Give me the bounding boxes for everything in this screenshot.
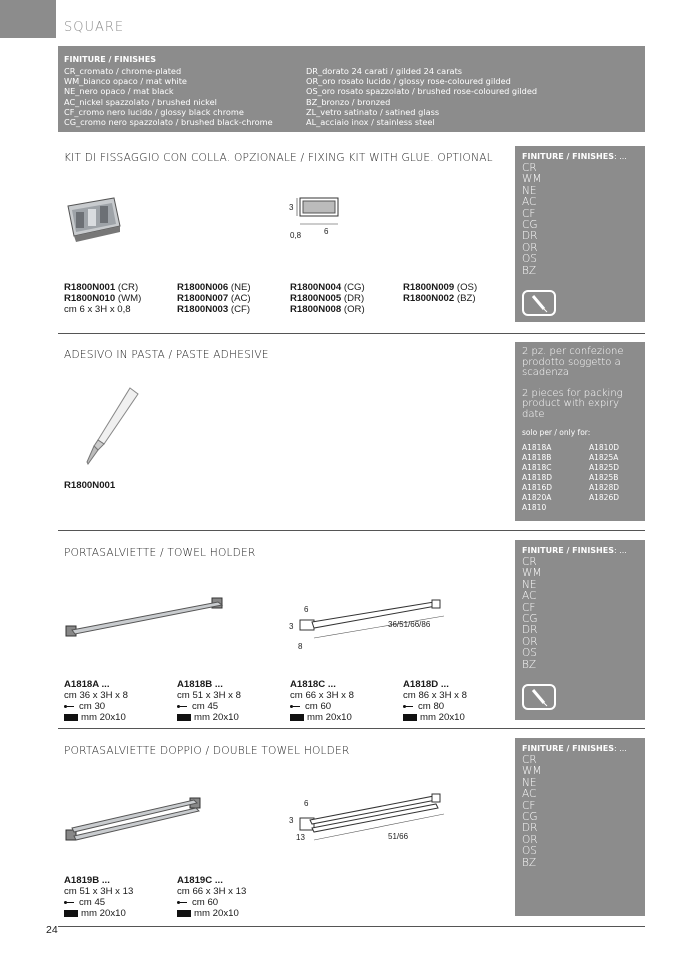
double-dim-a: 6 — [304, 799, 309, 808]
product-code: R1800N009 — [403, 282, 455, 293]
kit-photo — [62, 192, 128, 250]
footer-divider — [58, 926, 645, 927]
finish-code: (DR) — [343, 293, 365, 304]
product-size: cm 6 x 3H x 0,8 — [64, 304, 131, 315]
paste-title: ADESIVO IN PASTA / PASTE ADHESIVE — [64, 349, 269, 361]
kit-finishes-box — [515, 146, 645, 322]
product-code: R1800N004 — [290, 282, 342, 293]
product-code: R1800N006 — [177, 282, 229, 293]
product-item: A1818D ... cm 86 x 3H x 8 cm 80 mm 20x10 — [403, 679, 467, 723]
finish-code: (WM) — [117, 293, 142, 304]
product-item: A1818B ... cm 51 x 3H x 8 cm 45 mm 20x10 — [177, 679, 241, 723]
finishes-left-list — [64, 66, 273, 127]
kit-dim-w: 6 — [324, 227, 329, 236]
product-code: R1800N002 — [403, 293, 455, 304]
interaxis-icon — [177, 703, 189, 710]
side-finishes-title: FINITURE / FINISHES: ... — [522, 546, 627, 555]
section-divider — [58, 333, 645, 334]
kit-title: KIT DI FISSAGGIO CON COLLA. OPZIONALE / FIXING KIT WITH GLUE. OPTIONAL — [64, 152, 493, 164]
towel-finishes-box — [515, 540, 645, 720]
kit-code-col — [403, 282, 477, 304]
finish-item: AC_nickel spazzolato / brushed nickel — [64, 96, 217, 107]
towel-title: PORTASALVIETTE / TOWEL HOLDER — [64, 547, 256, 559]
product-code: R1800N010 — [64, 293, 116, 304]
finish-item: AL_acciaio inox / stainless steel — [306, 117, 435, 128]
side-finishes-title: FINITURE / FINISHES: ... — [522, 152, 627, 161]
towel-dim-c: 8 — [298, 642, 303, 651]
towel-dim-b: 3 — [289, 622, 294, 631]
towel-dim-len: 36/51/66/86 — [388, 620, 431, 629]
double-towel-photo — [62, 792, 212, 848]
finish-item: OR_oro rosato lucido / glossy rose-coloured gilded — [306, 76, 511, 87]
finish-item: ZL_vetro satinato / satined glass — [306, 106, 440, 117]
kit-dim-h: 3 — [289, 203, 294, 212]
side-finish-codes: CR WM NE AC CF CG DR OR OS BZ — [522, 556, 542, 671]
paste-code: R1800N001 — [64, 480, 116, 491]
double-dim-c: 13 — [296, 833, 305, 842]
kit-code-col — [177, 282, 251, 315]
finish-item: CR_cromato / chrome-plated — [64, 66, 182, 76]
side-finish-codes: CR WM NE AC CF CG DR OR OS BZ — [522, 162, 542, 277]
kit-drawing — [286, 194, 376, 246]
finish-code: (OR) — [343, 304, 365, 315]
install-glue-icon — [522, 684, 556, 710]
interaxis-icon — [290, 703, 302, 710]
interaxis-icon — [403, 703, 415, 710]
finish-code: (OS) — [456, 282, 478, 293]
finish-item: OS_oro rosato spazzolato / brushed rose-coloured gilded — [306, 86, 538, 97]
double-dim-len: 51/66 — [388, 832, 409, 841]
kit-dim-d: 0,8 — [290, 231, 302, 240]
section-divider — [58, 530, 645, 531]
finish-item: WM_bianco opaco / mat white — [64, 76, 187, 87]
finishes-legend — [58, 46, 645, 132]
finish-code: (CR) — [117, 282, 139, 293]
product-item: A1819B ... cm 51 x 3H x 13 cm 45 mm 20x10 — [64, 875, 134, 919]
base-section-icon — [177, 910, 191, 917]
paste-list-right: A1810D A1825A A1825D A1825B A1828D A1826D — [589, 443, 619, 502]
corner-block — [0, 0, 56, 38]
kit-code-col — [290, 282, 365, 315]
base-section-icon — [290, 714, 304, 721]
product-code: R1800N007 — [177, 293, 229, 304]
interaxis-icon — [64, 899, 76, 906]
paste-list-left: A1818A A1818B A1818C A1818D A1816D A1820A A1810 — [522, 443, 552, 512]
kit-section — [58, 146, 645, 326]
paste-only-for: solo per / only for: — [522, 428, 591, 437]
finish-code: (AC) — [230, 293, 251, 304]
finishes-right-list — [306, 66, 537, 127]
product-code: R1800N001 — [64, 282, 116, 293]
finish-item: DR_dorato 24 carati / gilded 24 carats — [306, 66, 463, 76]
product-item: A1819C ... cm 66 x 3H x 13 cm 60 mm 20x10 — [177, 875, 247, 919]
finish-code: (BZ) — [456, 293, 476, 304]
towel-section — [58, 540, 645, 723]
product-item: A1818C ... cm 66 x 3H x 8 cm 60 mm 20x10 — [290, 679, 354, 723]
product-code: R1800N005 — [290, 293, 342, 304]
base-section-icon — [403, 714, 417, 721]
paste-note-en: 2 pieces for packing product with expiry date — [522, 387, 623, 420]
double-finishes-box — [515, 738, 645, 916]
finishes-title: FINITURE / FINISHES — [64, 55, 156, 64]
double-towel-drawing — [284, 792, 454, 852]
interaxis-icon — [64, 703, 76, 710]
side-finishes-title: FINITURE / FINISHES: ... — [522, 744, 627, 753]
double-towel-section — [58, 738, 645, 918]
base-section-icon — [177, 714, 191, 721]
interaxis-icon — [177, 899, 189, 906]
finish-code: (NE) — [230, 282, 251, 293]
finish-item: NE_nero opaco / mat black — [64, 86, 174, 97]
finish-item: CG_cromo nero spazzolato / brushed black-chrome — [64, 117, 273, 128]
paste-section — [58, 342, 645, 522]
finish-code: (CF) — [230, 304, 251, 315]
finish-code: (CG) — [343, 282, 365, 293]
base-section-icon — [64, 714, 78, 721]
finish-item: BZ_bronzo / bronzed — [306, 96, 391, 107]
towel-holder-photo — [62, 594, 232, 642]
paste-tube-photo — [82, 386, 142, 466]
page-number: 24 — [46, 924, 58, 936]
product-code: R1800N008 — [290, 304, 342, 315]
double-towel-title: PORTASALVIETTE DOPPIO / DOUBLE TOWEL HOLDER — [64, 745, 350, 757]
towel-dim-a: 6 — [304, 605, 309, 614]
section-divider — [58, 728, 645, 729]
kit-code-col — [64, 282, 141, 315]
finish-item: CF_cromo nero lucido / glossy black chrome — [64, 106, 244, 117]
product-code: R1800N003 — [177, 304, 229, 315]
paste-note-it: 2 pz. per confezione prodotto soggetto a scadenza — [522, 346, 624, 378]
base-section-icon — [64, 910, 78, 917]
product-item: A1818A ... cm 36 x 3H x 8 cm 30 mm 20x10 — [64, 679, 128, 723]
section-label: SQUARE — [64, 20, 125, 35]
double-dim-b: 3 — [289, 816, 294, 825]
paste-info-box — [515, 342, 645, 521]
install-glue-icon — [522, 290, 556, 316]
side-finish-codes: CR WM NE AC CF CG DR OR OS BZ — [522, 754, 542, 869]
towel-holder-drawing — [284, 598, 454, 658]
